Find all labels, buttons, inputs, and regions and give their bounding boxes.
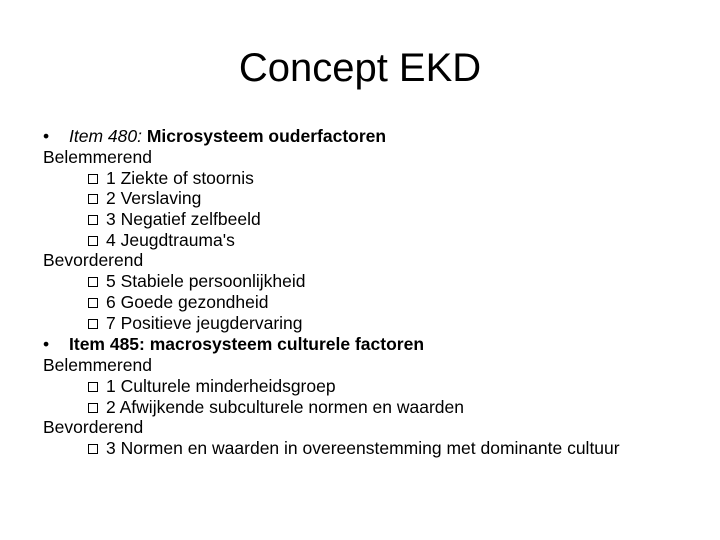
checkbox-option[interactable] [43,397,703,418]
item-480-heading: Microsysteem ouderfactoren [146,126,387,146]
bullet-item-480 [43,125,703,147]
checkbox-icon[interactable] [88,236,98,246]
option-label: 3 Normen en waarden in overeenstemming met dominante cultuur [106,437,620,458]
checkbox-option[interactable] [43,376,703,397]
bullet-icon: • [43,126,50,146]
option-label: 2 Afwijkende subculturele normen en waarden [106,396,464,417]
group-label-belemmerend: Belemmerend [43,147,152,167]
checkbox-option[interactable] [43,292,703,313]
slide-body [43,125,703,459]
checkbox-icon[interactable] [88,444,98,454]
checkbox-icon[interactable] [88,298,98,308]
bullet-item-485 [43,333,703,355]
option-label: 4 Jeugdtrauma's [106,229,235,250]
checkbox-icon[interactable] [88,215,98,225]
option-label: 5 Stabiele persoonlijkheid [106,271,306,292]
item-485-heading: Item 485: macrosysteem culturele factoren [69,334,425,355]
checkbox-icon[interactable] [88,277,98,287]
checkbox-option[interactable] [43,230,703,251]
checkbox-option[interactable] [43,271,703,292]
option-label: 1 Ziekte of stoornis [106,167,254,188]
slide-title: Concept EKD [238,46,482,90]
checkbox-icon[interactable] [88,319,98,329]
group-label-belemmerend: Belemmerend [43,355,152,376]
option-label: 1 Culturele minderheidsgroep [106,375,336,396]
checkbox-option[interactable] [43,168,703,189]
option-label: 7 Positieve jeugdervaring [106,312,303,333]
checkbox-option[interactable] [43,438,703,459]
checkbox-icon[interactable] [88,174,98,184]
group-label-bevorderend: Bevorderend [43,417,144,438]
option-label: 2 Verslaving [106,188,202,209]
checkbox-icon[interactable] [88,403,98,413]
checkbox-option[interactable] [43,188,703,209]
option-label: 6 Goede gezondheid [106,291,269,312]
bullet-icon: • [43,334,50,355]
checkbox-icon[interactable] [88,382,98,392]
checkbox-option[interactable] [43,313,703,334]
group-label-bevorderend: Bevorderend [43,250,144,271]
checkbox-option[interactable] [43,209,703,230]
checkbox-icon[interactable] [88,194,98,204]
item-480-prefix: Item 480: [69,126,142,146]
option-label: 3 Negatief zelfbeeld [106,209,261,230]
